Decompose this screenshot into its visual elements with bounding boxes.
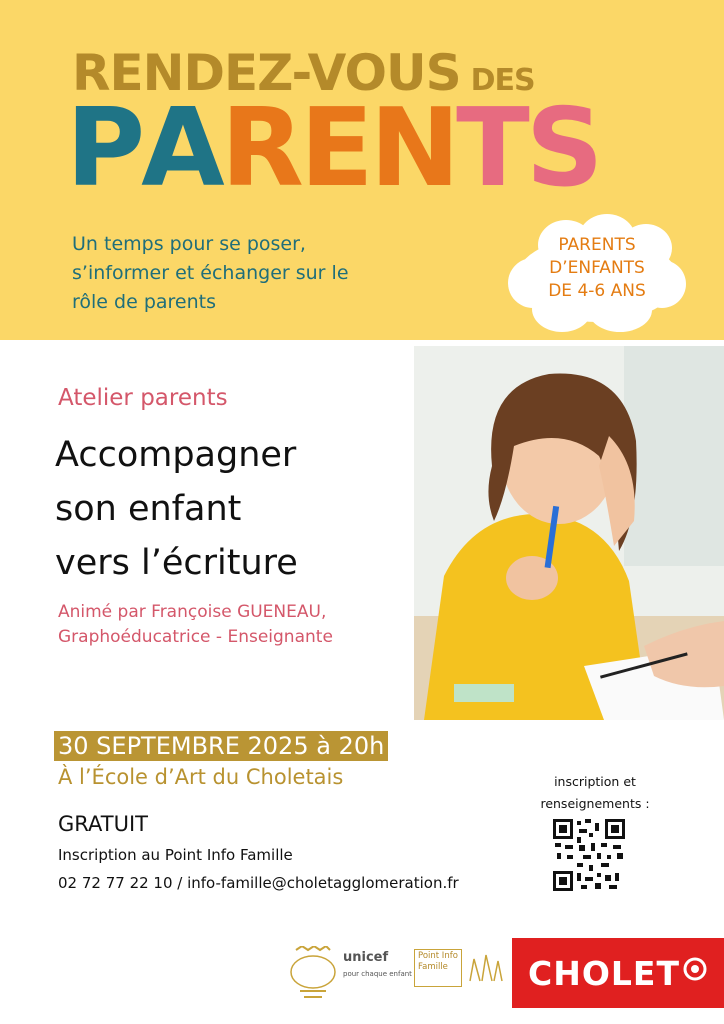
badge-line: DE 4-6 ANS [548,281,646,301]
unicef-logo [343,946,412,986]
age-badge-cloud [508,214,686,332]
pif-line: Point Info [418,951,458,961]
badge-line: D’ENFANTS [549,258,645,278]
atelier-label: Atelier parents [58,385,228,411]
title-parents [66,86,600,211]
ville-amie-des-enfants-logo [286,946,340,1004]
age-badge-text [508,234,686,303]
event-date: 30 SEPTEMBRE 2025 à 20h [54,731,388,761]
title-des: DES [470,63,535,98]
title-letter: P [66,86,142,211]
cholet-logo [512,938,724,1008]
qr-label-line: inscription et [554,774,636,789]
title-letter: R [220,86,300,211]
badge-line: PARENTS [558,235,636,255]
qr-code[interactable] [553,819,625,891]
qr-label-line: renseignements : [540,796,650,811]
animator-text [58,600,333,650]
animator-line: Animé par Françoise GUENEAU, [58,602,327,622]
point-info-famille-logo [414,945,510,991]
qr-label [522,771,668,815]
event-location: À l’École d’Art du Choletais [58,765,344,789]
title-letter: A [141,86,221,211]
contact-info[interactable]: 02 72 77 22 10 / info-famille@choletagglomeration.fr [58,874,459,892]
atelier-title-line: vers l’écriture [55,543,298,583]
pif-text [418,951,458,973]
title-rendez-vous: RENDEZ-VOUS [72,44,461,102]
header-banner [0,0,724,340]
cholet-wordmark: CHOLET [528,954,680,993]
unicef-wordmark: unicef [343,950,389,965]
atelier-title-line: son enfant [55,489,242,529]
intro-text [72,230,452,317]
intro-line: rôle de parents [72,291,216,313]
title-letter: E [299,86,370,211]
atelier-title-line: Accompagner [55,435,297,475]
title-letter: S [525,86,600,211]
title-letter: N [369,86,457,211]
title-letter: T [456,86,526,211]
animator-line: Graphoéducatrice - Enseignante [58,627,333,647]
intro-line: Un temps pour se poser, [72,233,306,255]
intro-line: s’informer et échanger sur le [72,262,349,284]
pif-line: Famille [418,962,448,972]
child-writing-photo [414,346,724,720]
atelier-title [55,428,298,590]
free-label: GRATUIT [58,812,148,836]
registration-text: Inscription au Point Info Famille [58,846,293,864]
unicef-tagline: pour chaque enfant [343,970,412,978]
